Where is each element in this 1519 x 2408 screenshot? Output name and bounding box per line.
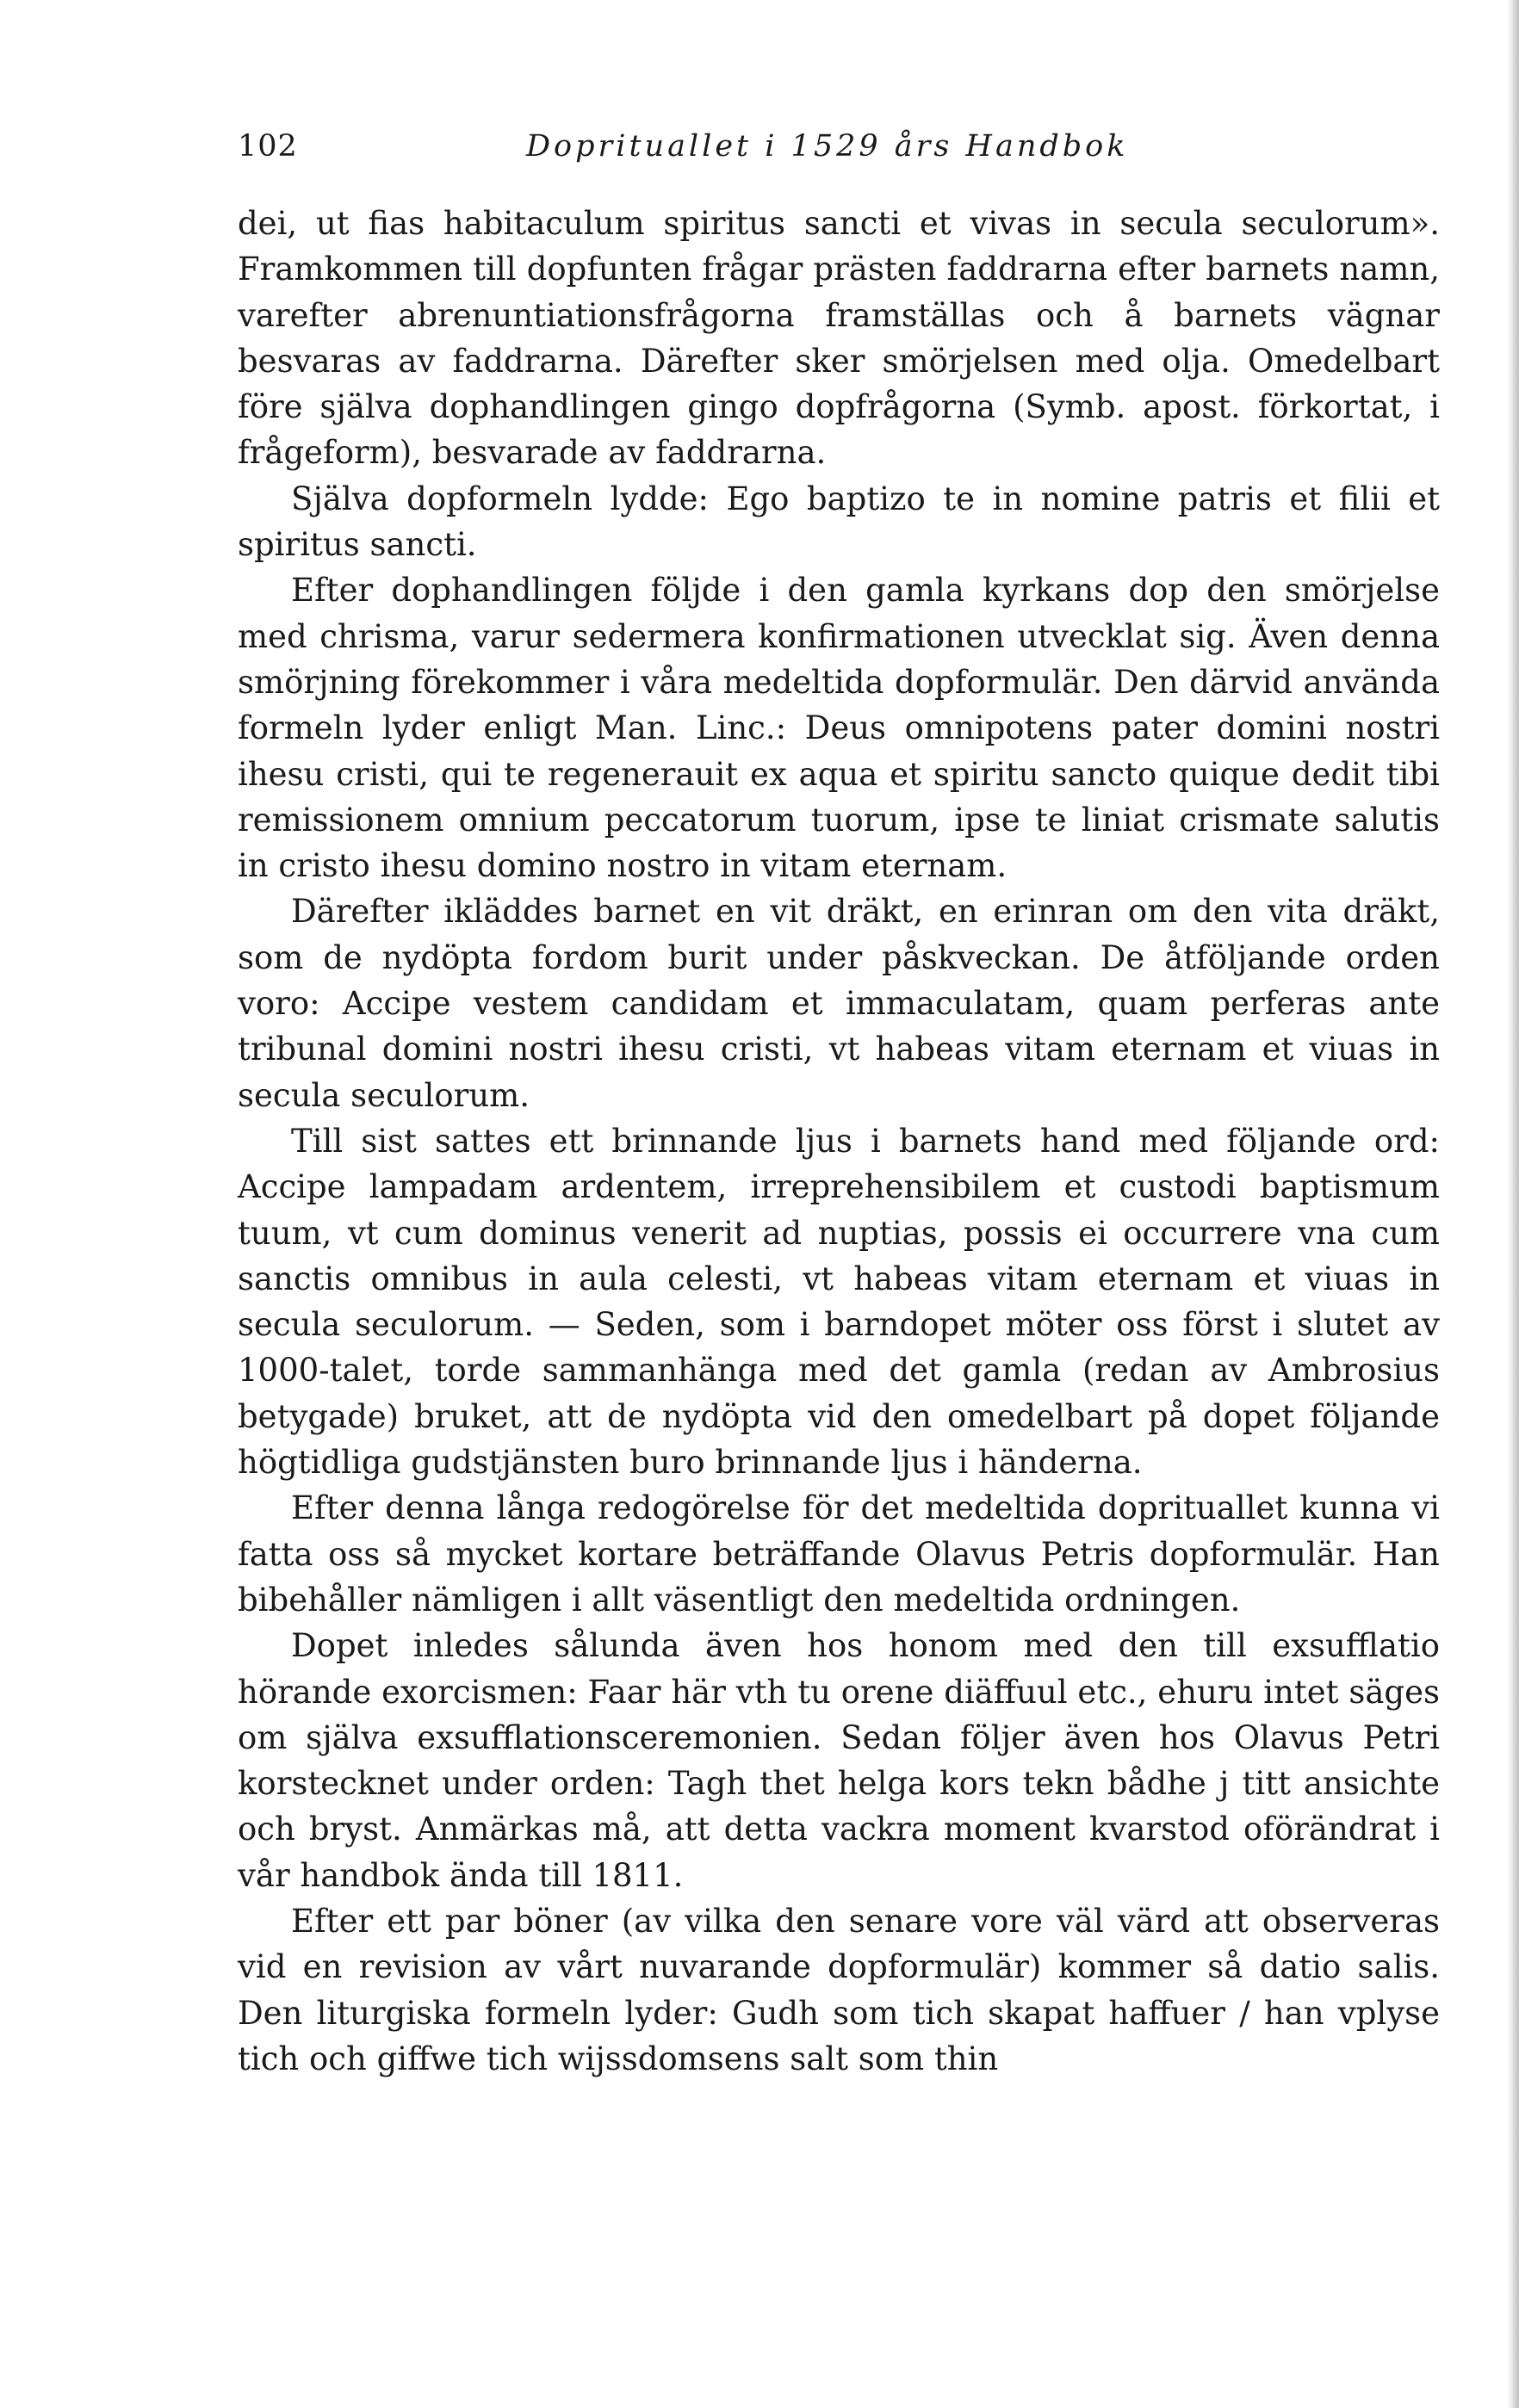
page-number: 102 — [238, 129, 298, 164]
paragraph: Därefter ikläddes barnet en vit dräkt, en erinran om den vita dräkt, som de nydöpta fordom burit under påskveckan. De åtföljande orden voro: Accipe vestem candidam et immaculatam, quam perferas ante tribunal domini nostri ihesu cristi, vt habeas vitam eternam et viuas in secula seculorum. — [238, 893, 1440, 1114]
paragraph: Efter denna långa redogörelse för det medeltida doprituallet kunna vi fatta oss så mycket kortare beträffande Olavus Petris dopformulär. Han bibehåller nämligen i allt väsentligt den medeltida ordningen. — [238, 1489, 1440, 1619]
page-edge-shadow — [1507, 0, 1519, 2408]
running-title: Doprituallet i 1529 års Handbok — [526, 129, 1129, 164]
page-header — [238, 129, 1440, 181]
paragraph: Efter ett par böner (av vilka den senare vore väl värd att observeras vid en revision av vårt nuvarande dopformulär) kommer så datio salis. Den liturgiska formeln lyder: Gudh som tich skapat haffuer / han vplyse tich och giffwe tich wijssdomsens salt som thin — [238, 1902, 1440, 2077]
paragraph: Själva dopformeln lydde: Ego baptizo te in nomine patris et filii et spiritus sancti. — [238, 480, 1440, 564]
paragraph: Dopet inledes sålunda även hos honom med den till exsufflatio hörande exorcismen: Faar här vth tu orene diäffuul etc., ehuru intet säges om själva exsufflationsceremonien. Sedan följer även hos Olavus Petri korstecknet under orden: Tagh thet helga kors tekn bådhe j titt ansichte och bryst. Anmärkas må, att detta vackra moment kvarstod oförändrat i vår handbok ända till 1811. — [238, 1627, 1440, 1894]
body-text — [238, 201, 1440, 2082]
paragraph: Efter dophandlingen följde i den gamla kyrkans dop den smörjelse med chrisma, varur sedermera konfirmationen utvecklat sig. Även denna smörjning förekommer i våra medeltida dopformulär. Den därvid använda formeln lyder enligt Man. Linc.: Deus omnipotens pater domini nostri ihesu cristi, qui te regenerauit ex aqua et spiritu sancto quique dedit tibi remissionem omnium peccatorum tuorum, ipse te liniat crismate salutis in cristo ihesu domino nostro in vitam eternam. — [238, 572, 1440, 885]
paragraph: dei, ut fias habitaculum spiritus sancti et vivas in secula seculorum». Framkommen till dopfunten frågar prästen faddrarna efter barnets namn, varefter abrenuntiationsfrågorna framställas och å barnets vägnar besvaras av faddrarna. Därefter sker smörjelsen med olja. Omedelbart före själva dophandlingen gingo dopfrågorna (Symb. apost. förkortat, i frågeform), besvarade av faddrarna. — [238, 205, 1440, 472]
paragraph: Till sist sattes ett brinnande ljus i barnets hand med följande ord: Accipe lampadam ardentem, irreprehensibilem et custodi baptismum tuum, vt cum dominus venerit ad nuptias, possis ei occurrere vna cum sanctis omnibus in aula celesti, vt habeas vitam eternam et viuas in secula seculorum. — Seden, som i barndopet möter oss först i slutet av 1000-talet, torde sammanhänga med det gamla (redan av Ambrosius betygade) bruket, att de nydöpta vid den omedelbart på dopet följande högtidliga gudstjänsten buro brinnande ljus i händerna. — [238, 1122, 1440, 1482]
